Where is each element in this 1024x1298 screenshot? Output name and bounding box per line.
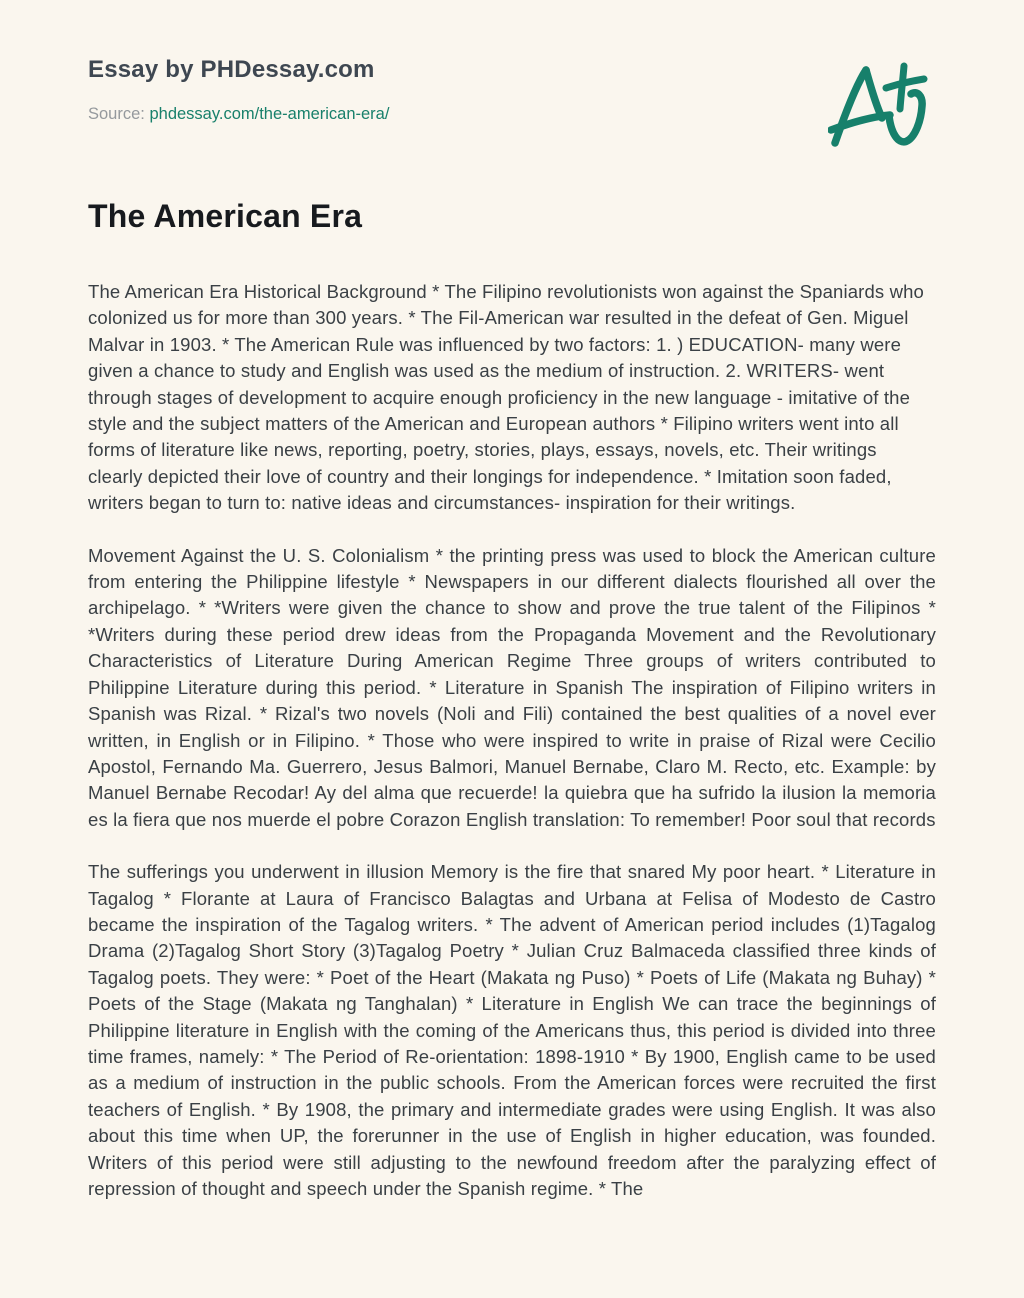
essay-body	[88, 279, 936, 1202]
a-plus-logo-icon	[828, 59, 928, 151]
header	[88, 55, 936, 151]
essay-paragraph-3: The sufferings you underwent in illusion Memory is the fire that snared My poor heart. * Literature in Tagalog * Florante at Laura of Francisco Balagtas and Urbana at Felisa of Modesto de Castro became the inspiration of the Tagalog writers. * The advent of American period includes (1)Tagalog Drama (2)Tagalog Short Story (3)Tagalog Poetry * Julian Cruz Balmaceda classified three kinds of Tagalog poets. They were: * Poet of the Heart (Makata ng Puso) * Poets of Life (Makata ng Buhay) * Poets of the Stage (Makata ng Tanghalan) * Literature in English We can trace the beginnings of Philippine literature in English with the coming of the Americans thus, this period is divided into three time frames, namely: * The Period of Re-orientation: 1898-1910 * By 1900, English came to be used as a medium of instruction in the public schools. From the American forces were recruited the first teachers of English. * By 1908, the primary and intermediate grades were using English. It was also about this time when UP, the forerunner in the use of English in higher education, was founded. Writers of this period were still adjusting to the newfound freedom after the paralyzing effect of repression of thought and speech under the Spanish regime. * The	[88, 861, 936, 1199]
site-title: Essay by PHDessay.com	[88, 56, 375, 83]
phdessay-logo	[828, 59, 928, 151]
source-line	[88, 103, 389, 125]
essay-paragraph-2: Movement Against the U. S. Colonialism * the printing press was used to block the American culture from entering the Philippine lifestyle * Newspapers in our different dialects flourished all over the archipelago. * *Writers were given the chance to show and prove the true talent of the Filipinos * *Writers during these period drew ideas from the Propaganda Movement and the Revolutionary Characteristics of Literature During American Regime Three groups of writers contributed to Philippine Literature during this period. * Literature in Spanish The inspiration of Filipino writers in Spanish was Rizal. * Rizal's two novels (Noli and Fili) contained the best qualities of a novel ever written, in English or in Filipino. * Those who were inspired to write in praise of Rizal were Cecilio Apostol, Fernando Ma. Guerrero, Jesus Balmori, Manuel Bernabe, Claro M. Recto, etc. Example: by Manuel Bernabe Recodar! Ay del alma que recuerde! la quiebra que ha sufrido la ilusion la memoria es la fiera que nos muerde el pobre Corazon English translation: To remember! Poor soul that records	[88, 544, 936, 830]
essay-title: The American Era	[88, 198, 363, 234]
header-text-block	[88, 55, 389, 125]
source-label: Source:	[88, 105, 145, 123]
source-link[interactable]: phdessay.com/the-american-era/	[149, 105, 390, 123]
essay-paragraph-1: The American Era Historical Background * The Filipino revolutionists won against the Spaniards who colonized us for more than 300 years. * The Fil-American war resulted in the defeat of Gen. Miguel Malvar in 1903. * The American Rule was influenced by two factors: 1. ) EDUCATION- many were given a chance to study and English was used as the medium of instruction. 2. WRITERS- went through stages of development to acquire enough proficiency in the new language - imitative of the style and the subject matters of the American and European authors * Filipino writers went into all forms of literature like news, reporting, poetry, stories, plays, essays, novels, etc. Their writings clearly depicted their love of country and their longings for independence. * Imitation soon faded, writers began to turn to: native ideas and circumstances- inspiration for their writings.	[88, 281, 924, 514]
